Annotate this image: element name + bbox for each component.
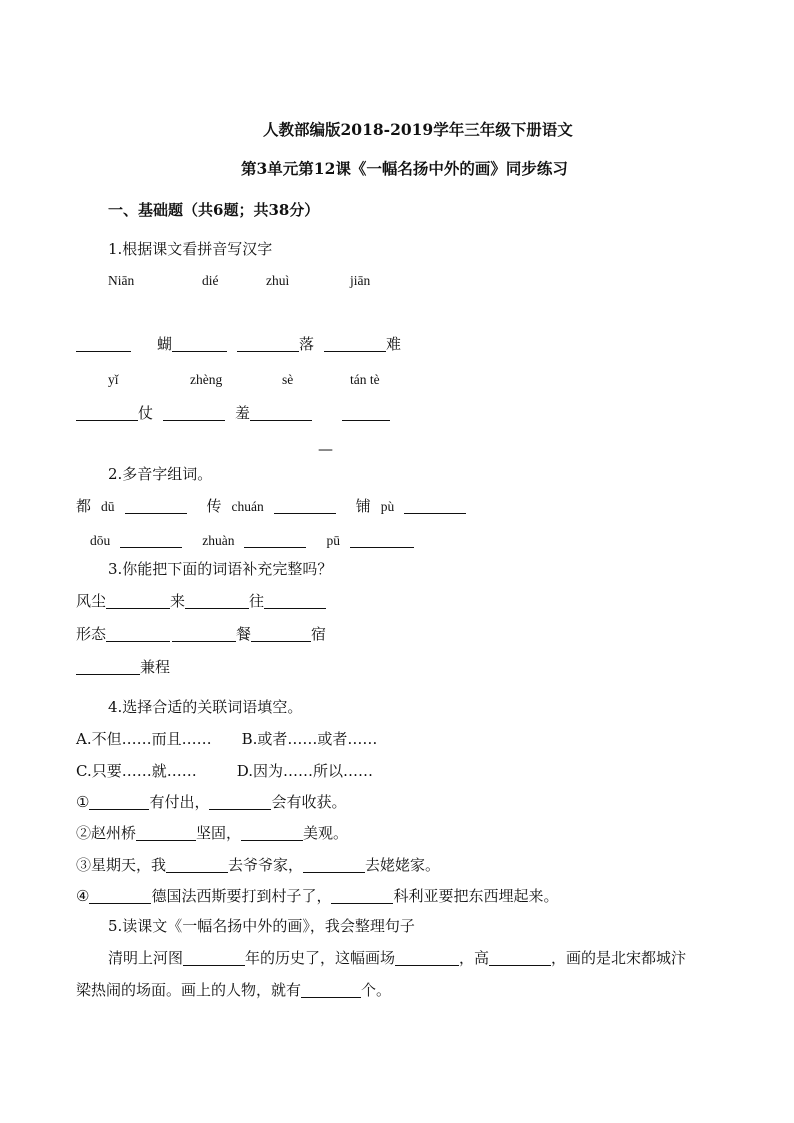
- answer-blank[interactable]: [274, 497, 336, 514]
- answer-row: [76, 334, 401, 354]
- pinyin-label: jiān: [350, 273, 371, 288]
- item-text: 有付出，: [149, 793, 210, 811]
- pinyin-label: Niān: [108, 273, 135, 288]
- passage-line: [108, 948, 686, 968]
- polyphone-row: [76, 496, 466, 517]
- answer-blank[interactable]: [106, 625, 170, 642]
- idiom-row: [76, 591, 326, 611]
- fill-item: [76, 792, 346, 812]
- pinyin-label: zhèng: [190, 372, 223, 387]
- answer-blank[interactable]: [404, 497, 466, 514]
- item-text: 去姥姥家。: [365, 856, 441, 874]
- answer-blank[interactable]: [76, 658, 140, 675]
- trailing-dash: —: [318, 440, 333, 458]
- answer-blank[interactable]: [489, 949, 551, 966]
- answer-blank[interactable]: [303, 856, 365, 873]
- answer-blank[interactable]: [237, 335, 299, 352]
- answer-blank[interactable]: [89, 887, 151, 904]
- answer-row: [76, 403, 390, 423]
- answer-blank[interactable]: [244, 531, 306, 548]
- answer-blank[interactable]: [251, 625, 311, 642]
- idiom-part: 形态: [76, 625, 107, 643]
- pinyin-label: zhuàn: [202, 533, 235, 548]
- pinyin-label: sè: [282, 372, 294, 387]
- pinyin-label: dōu: [90, 533, 111, 548]
- fill-item: [76, 823, 348, 843]
- answer-blank[interactable]: [106, 592, 170, 609]
- answer-blank[interactable]: [163, 404, 225, 421]
- option-d: D.因为……所以……: [236, 762, 373, 780]
- answer-blank[interactable]: [76, 404, 138, 421]
- item-number: ③: [76, 856, 92, 874]
- answer-blank[interactable]: [172, 335, 227, 352]
- worksheet-title: 人教部编版2018-2019学年三年级下册语文: [263, 120, 573, 139]
- option-row: [76, 761, 373, 781]
- item-text: 星期天，我: [91, 856, 167, 874]
- polyphone-char: 铺: [355, 497, 371, 515]
- item-text: 德国法西斯要打到村子了，: [151, 887, 332, 905]
- polyphone-char: 传: [206, 497, 222, 515]
- pinyin-label: pū: [326, 533, 340, 548]
- item-number: ①: [76, 793, 90, 811]
- pinyin-label: dié: [202, 273, 219, 288]
- given-char: 仗: [138, 404, 154, 422]
- option-a: A.不但……而且……: [76, 730, 212, 748]
- answer-blank[interactable]: [166, 856, 228, 873]
- answer-blank[interactable]: [342, 404, 390, 421]
- passage-text: 梁热闹的场面。画上的人物，就有: [76, 981, 302, 999]
- given-char: 落: [299, 335, 315, 353]
- answer-blank[interactable]: [241, 824, 303, 841]
- question-3-prompt: 3.你能把下面的词语补充完整吗？: [108, 560, 333, 578]
- item-text: 去爷爷家，: [228, 856, 304, 874]
- idiom-part: 餐: [236, 625, 252, 643]
- answer-blank[interactable]: [89, 793, 149, 810]
- answer-blank[interactable]: [324, 335, 386, 352]
- answer-blank[interactable]: [250, 404, 312, 421]
- idiom-part: 来: [170, 592, 186, 610]
- question-5-prompt: 5.读课文《一幅名扬中外的画》，我会整理句子: [108, 917, 415, 935]
- idiom-part: 往: [249, 592, 265, 610]
- item-text: 赵州桥: [91, 824, 137, 842]
- item-number: ②: [76, 824, 92, 842]
- answer-blank[interactable]: [120, 531, 182, 548]
- answer-blank[interactable]: [125, 497, 187, 514]
- polyphone-row: [90, 530, 414, 551]
- answer-blank[interactable]: [209, 793, 271, 810]
- pinyin-label: zhuì: [266, 273, 290, 288]
- answer-blank[interactable]: [76, 335, 131, 352]
- passage-text: ，高: [459, 949, 490, 967]
- answer-blank[interactable]: [331, 887, 393, 904]
- passage-text: ，画的是北宋都城汴: [551, 949, 687, 967]
- passage-line: [76, 980, 391, 1000]
- given-char: 蝴: [157, 335, 173, 353]
- pinyin-label: yǐ: [108, 372, 119, 387]
- polyphone-char: 都: [76, 497, 92, 515]
- pinyin-label: dū: [101, 499, 115, 514]
- passage-text: 清明上河图: [108, 949, 184, 967]
- pinyin-label: chuán: [231, 499, 264, 514]
- question-4-prompt: 4.选择合适的关联词语填空。: [108, 698, 303, 716]
- lesson-title: 第3单元第12课《一幅名扬中外的画》同步练习: [241, 159, 568, 178]
- idiom-row: [76, 657, 170, 677]
- passage-text: 年的历史了，这幅画场: [245, 949, 396, 967]
- option-b: B.或者……或者……: [241, 730, 378, 748]
- answer-blank[interactable]: [183, 949, 245, 966]
- option-row: [76, 729, 377, 749]
- question-1-prompt: 1.根据课文看拼音写汉字: [108, 240, 273, 258]
- question-2-prompt: 2.多音字组词。: [108, 465, 213, 483]
- fill-item: [76, 855, 440, 875]
- given-char: 难: [386, 335, 402, 353]
- item-number: ④: [76, 887, 90, 905]
- item-text: 美观。: [303, 824, 349, 842]
- answer-blank[interactable]: [301, 981, 361, 998]
- idiom-part: 宿: [311, 625, 327, 643]
- idiom-part: 风尘: [76, 592, 107, 610]
- option-c: C.只要……就……: [76, 762, 197, 780]
- answer-blank[interactable]: [264, 592, 326, 609]
- section-heading: 一、基础题（共6题；共38分）: [108, 201, 320, 219]
- given-char: 羞: [235, 404, 251, 422]
- pinyin-label: pù: [380, 499, 395, 514]
- fill-item: [76, 886, 558, 906]
- item-text: 会有收获。: [271, 793, 347, 811]
- answer-blank[interactable]: [136, 824, 196, 841]
- pinyin-label: tán tè: [350, 372, 380, 387]
- item-text: 坚固，: [196, 824, 242, 842]
- answer-blank[interactable]: [395, 949, 459, 966]
- passage-text: 个。: [361, 981, 392, 999]
- answer-blank[interactable]: [350, 531, 414, 548]
- answer-blank[interactable]: [185, 592, 249, 609]
- answer-blank[interactable]: [172, 625, 236, 642]
- idiom-part: 兼程: [140, 658, 171, 676]
- item-text: 科利亚要把东西埋起来。: [393, 887, 559, 905]
- idiom-row: [76, 624, 326, 644]
